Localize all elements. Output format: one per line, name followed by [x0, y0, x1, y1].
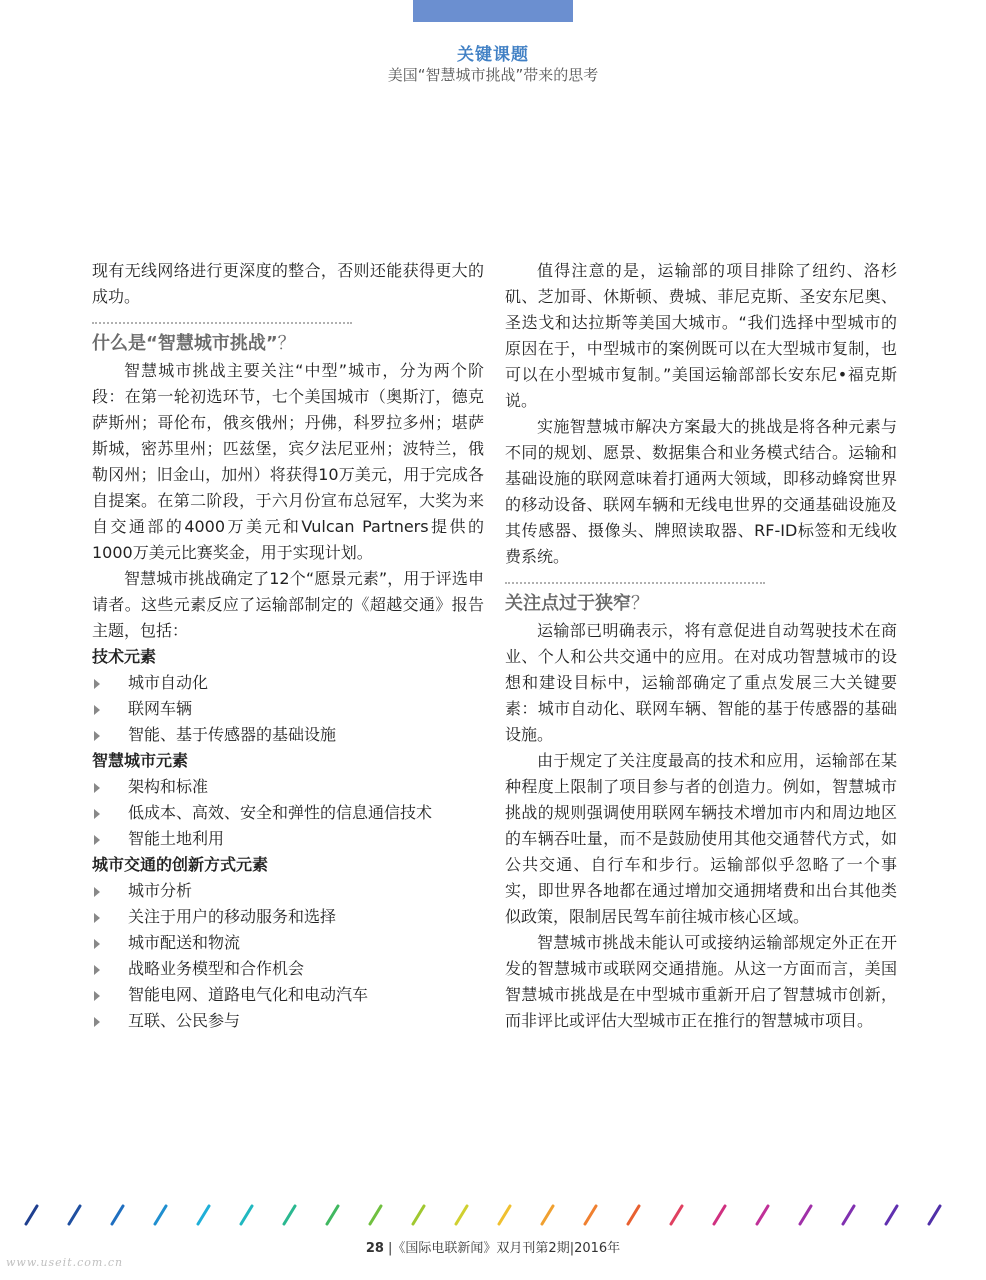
triangle-bullet-icon [94, 913, 100, 923]
stripe-mark [843, 1206, 854, 1224]
group-heading: 智慧城市元素 [92, 751, 189, 770]
list-item-text: 城市分析 [128, 881, 193, 900]
intro-paragraph: 现有无线网络进行更深度的整合，否则还能获得更大的成功。 [92, 261, 484, 306]
color-stripe-decoration [0, 1200, 986, 1230]
stripe-mark [69, 1206, 80, 1224]
list-item [92, 696, 484, 722]
list-item [92, 774, 484, 800]
stripe-mark [800, 1206, 811, 1224]
section-heading [92, 330, 484, 358]
stripe-mark [241, 1206, 252, 1224]
list-item [92, 722, 484, 748]
stripe-mark [327, 1206, 338, 1224]
stripe-mark [198, 1206, 209, 1224]
list-item-text: 关注于用户的移动服务和选择 [128, 907, 337, 926]
left-column [92, 258, 484, 1034]
triangle-bullet-icon [94, 809, 100, 819]
bullet-list [92, 878, 484, 1034]
list-item-text: 互联、公民参与 [128, 1011, 241, 1030]
stripe-mark [714, 1206, 725, 1224]
question-mark: ？ [631, 593, 649, 614]
stripe-mark [155, 1206, 166, 1224]
list-item-text: 智能、基于传感器的基础设施 [128, 725, 337, 744]
page-number: 28 [365, 1241, 384, 1256]
paragraph: 由于规定了关注度最高的技术和应用，运输部在某种程度上限制了项目参与者的创造力。例如，智慧城市挑战的规则强调使用联网车辆技术增加市内和周边地区的车辆吞吐量，而不是鼓励使用其他交通替代方式，如公共交通、自行车和步行。运输部似乎忽略了一个事实，即世界各地都在通过增加交通拥堵费和出台其他类似政策，限制居民驾车前往城市核心区域。 [505, 751, 897, 926]
paragraph: 值得注意的是，运输部的项目排除了纽约、洛杉矶、芝加哥、休斯顿、费城、菲尼克斯、圣安东尼奥、圣迭戈和达拉斯等美国大城市。“我们选择中型城市的原因在于，中型城市的案例既可以在大型城市复制，也可以在小型城市复制。”美国运输部部长安东尼•福克斯说。 [505, 261, 897, 410]
triangle-bullet-icon [94, 991, 100, 1001]
list-item-text: 低成本、高效、安全和弹性的信息通信技术 [128, 803, 433, 822]
list-item [92, 904, 484, 930]
list-item [92, 930, 484, 956]
stripe-mark [370, 1206, 381, 1224]
stripe-mark [542, 1206, 553, 1224]
stripe-mark [413, 1206, 424, 1224]
paragraph: 智慧城市挑战主要关注“中型”城市，分为两个阶段：在第一轮初选环节，七个美国城市（奥斯汀，德克萨斯州；哥伦布，俄亥俄州；丹佛，科罗拉多州；堪萨斯城，密苏里州；匹兹堡，宾夕法尼亚州；波特兰，俄勒冈州；旧金山，加州）将获得10万美元，用于完成各自提案。在第二阶段，于六月份宣布总冠军，大奖为来自交通部的4000万美元和Vulcan Partners提供的1000万美元比赛奖金，用于实现计划。 [92, 361, 484, 562]
list-item-text: 联网车辆 [128, 699, 193, 718]
group-heading: 技术元素 [92, 647, 157, 666]
list-item [92, 878, 484, 904]
bullet-list [92, 670, 484, 748]
stripe-mark [26, 1206, 37, 1224]
list-item [92, 956, 484, 982]
list-item [92, 670, 484, 696]
stripe-mark [112, 1206, 123, 1224]
triangle-bullet-icon [94, 783, 100, 793]
stripe-mark [499, 1206, 510, 1224]
paragraph: 运输部已明确表示，将有意促进自动驾驶技术在商业、个人和公共交通中的应用。在对成功智慧城市的设想和建设目标中，运输部确定了重点发展三大关键要素：城市自动化、联网车辆、智能的基于传感器的基础设施。 [505, 621, 897, 744]
header-tab-decoration [413, 0, 573, 22]
list-item-text: 城市自动化 [128, 673, 209, 692]
section-heading-text: 关注点过于狭窄 [505, 593, 631, 614]
list-item-text: 架构和标准 [128, 777, 209, 796]
group-heading: 城市交通的创新方式元素 [92, 855, 269, 874]
dotted-divider [505, 582, 765, 584]
stripe-mark [757, 1206, 768, 1224]
triangle-bullet-icon [94, 835, 100, 845]
stripe-mark [886, 1206, 897, 1224]
stripe-mark [585, 1206, 596, 1224]
stripe-mark [284, 1206, 295, 1224]
list-item-text: 城市配送和物流 [128, 933, 241, 952]
page-footer [0, 1237, 986, 1256]
question-mark: ？ [277, 333, 296, 354]
triangle-bullet-icon [94, 887, 100, 897]
list-item [92, 1008, 484, 1034]
section-heading-text: 什么是“智慧城市挑战” [92, 333, 278, 354]
bullet-list [92, 774, 484, 852]
list-item-text: 智能土地利用 [128, 829, 225, 848]
section-narrow-focus [505, 582, 897, 618]
stripe-mark [929, 1206, 940, 1224]
triangle-bullet-icon [94, 1017, 100, 1027]
article-subtitle: 美国“智慧城市挑战”带来的思考 [387, 66, 599, 84]
list-item-text: 战略业务模型和合作机会 [128, 959, 305, 978]
triangle-bullet-icon [94, 965, 100, 975]
paragraph: 智慧城市挑战未能认可或接纳运输部规定外正在开发的智慧城市或联网交通措施。从这一方面而言，美国智慧城市挑战是在中型城市重新开启了智慧城市创新，而非评比或评估大型城市正在推行的智慧城市项目。 [505, 933, 897, 1030]
list-item-text: 智能电网、道路电气化和电动汽车 [128, 985, 369, 1004]
section-heading [505, 590, 897, 618]
triangle-bullet-icon [94, 731, 100, 741]
right-column [505, 258, 897, 1034]
section-what-is [92, 322, 484, 358]
stripe-mark [671, 1206, 682, 1224]
stripe-mark [456, 1206, 467, 1224]
dotted-divider [92, 322, 352, 324]
list-item [92, 982, 484, 1008]
triangle-bullet-icon [94, 939, 100, 949]
list-item [92, 800, 484, 826]
watermark: www.useit.com.cn [6, 1256, 124, 1269]
list-item [92, 826, 484, 852]
publication-info: |《国际电联新闻》双月刊第2期|2016年 [388, 1241, 621, 1256]
paragraph: 实施智慧城市解决方案最大的挑战是将各种元素与不同的规划、愿景、数据集合和业务模式结合。运输和基础设施的联网意味着打通两大领域，即移动蜂窝世界的移动设备、联网车辆和无线电世界的交通基础设施及其传感器、摄像头、牌照读取器、RF-ID标签和无线收费系统。 [505, 417, 897, 566]
vision-elements-list [92, 644, 484, 1034]
section-category: 关键课题 [457, 45, 529, 65]
triangle-bullet-icon [94, 679, 100, 689]
triangle-bullet-icon [94, 705, 100, 715]
stripe-mark [628, 1206, 639, 1224]
paragraph: 智慧城市挑战确定了12个“愿景元素”，用于评选申请者。这些元素反应了运输部制定的《超越交通》报告主题，包括： [92, 569, 484, 640]
